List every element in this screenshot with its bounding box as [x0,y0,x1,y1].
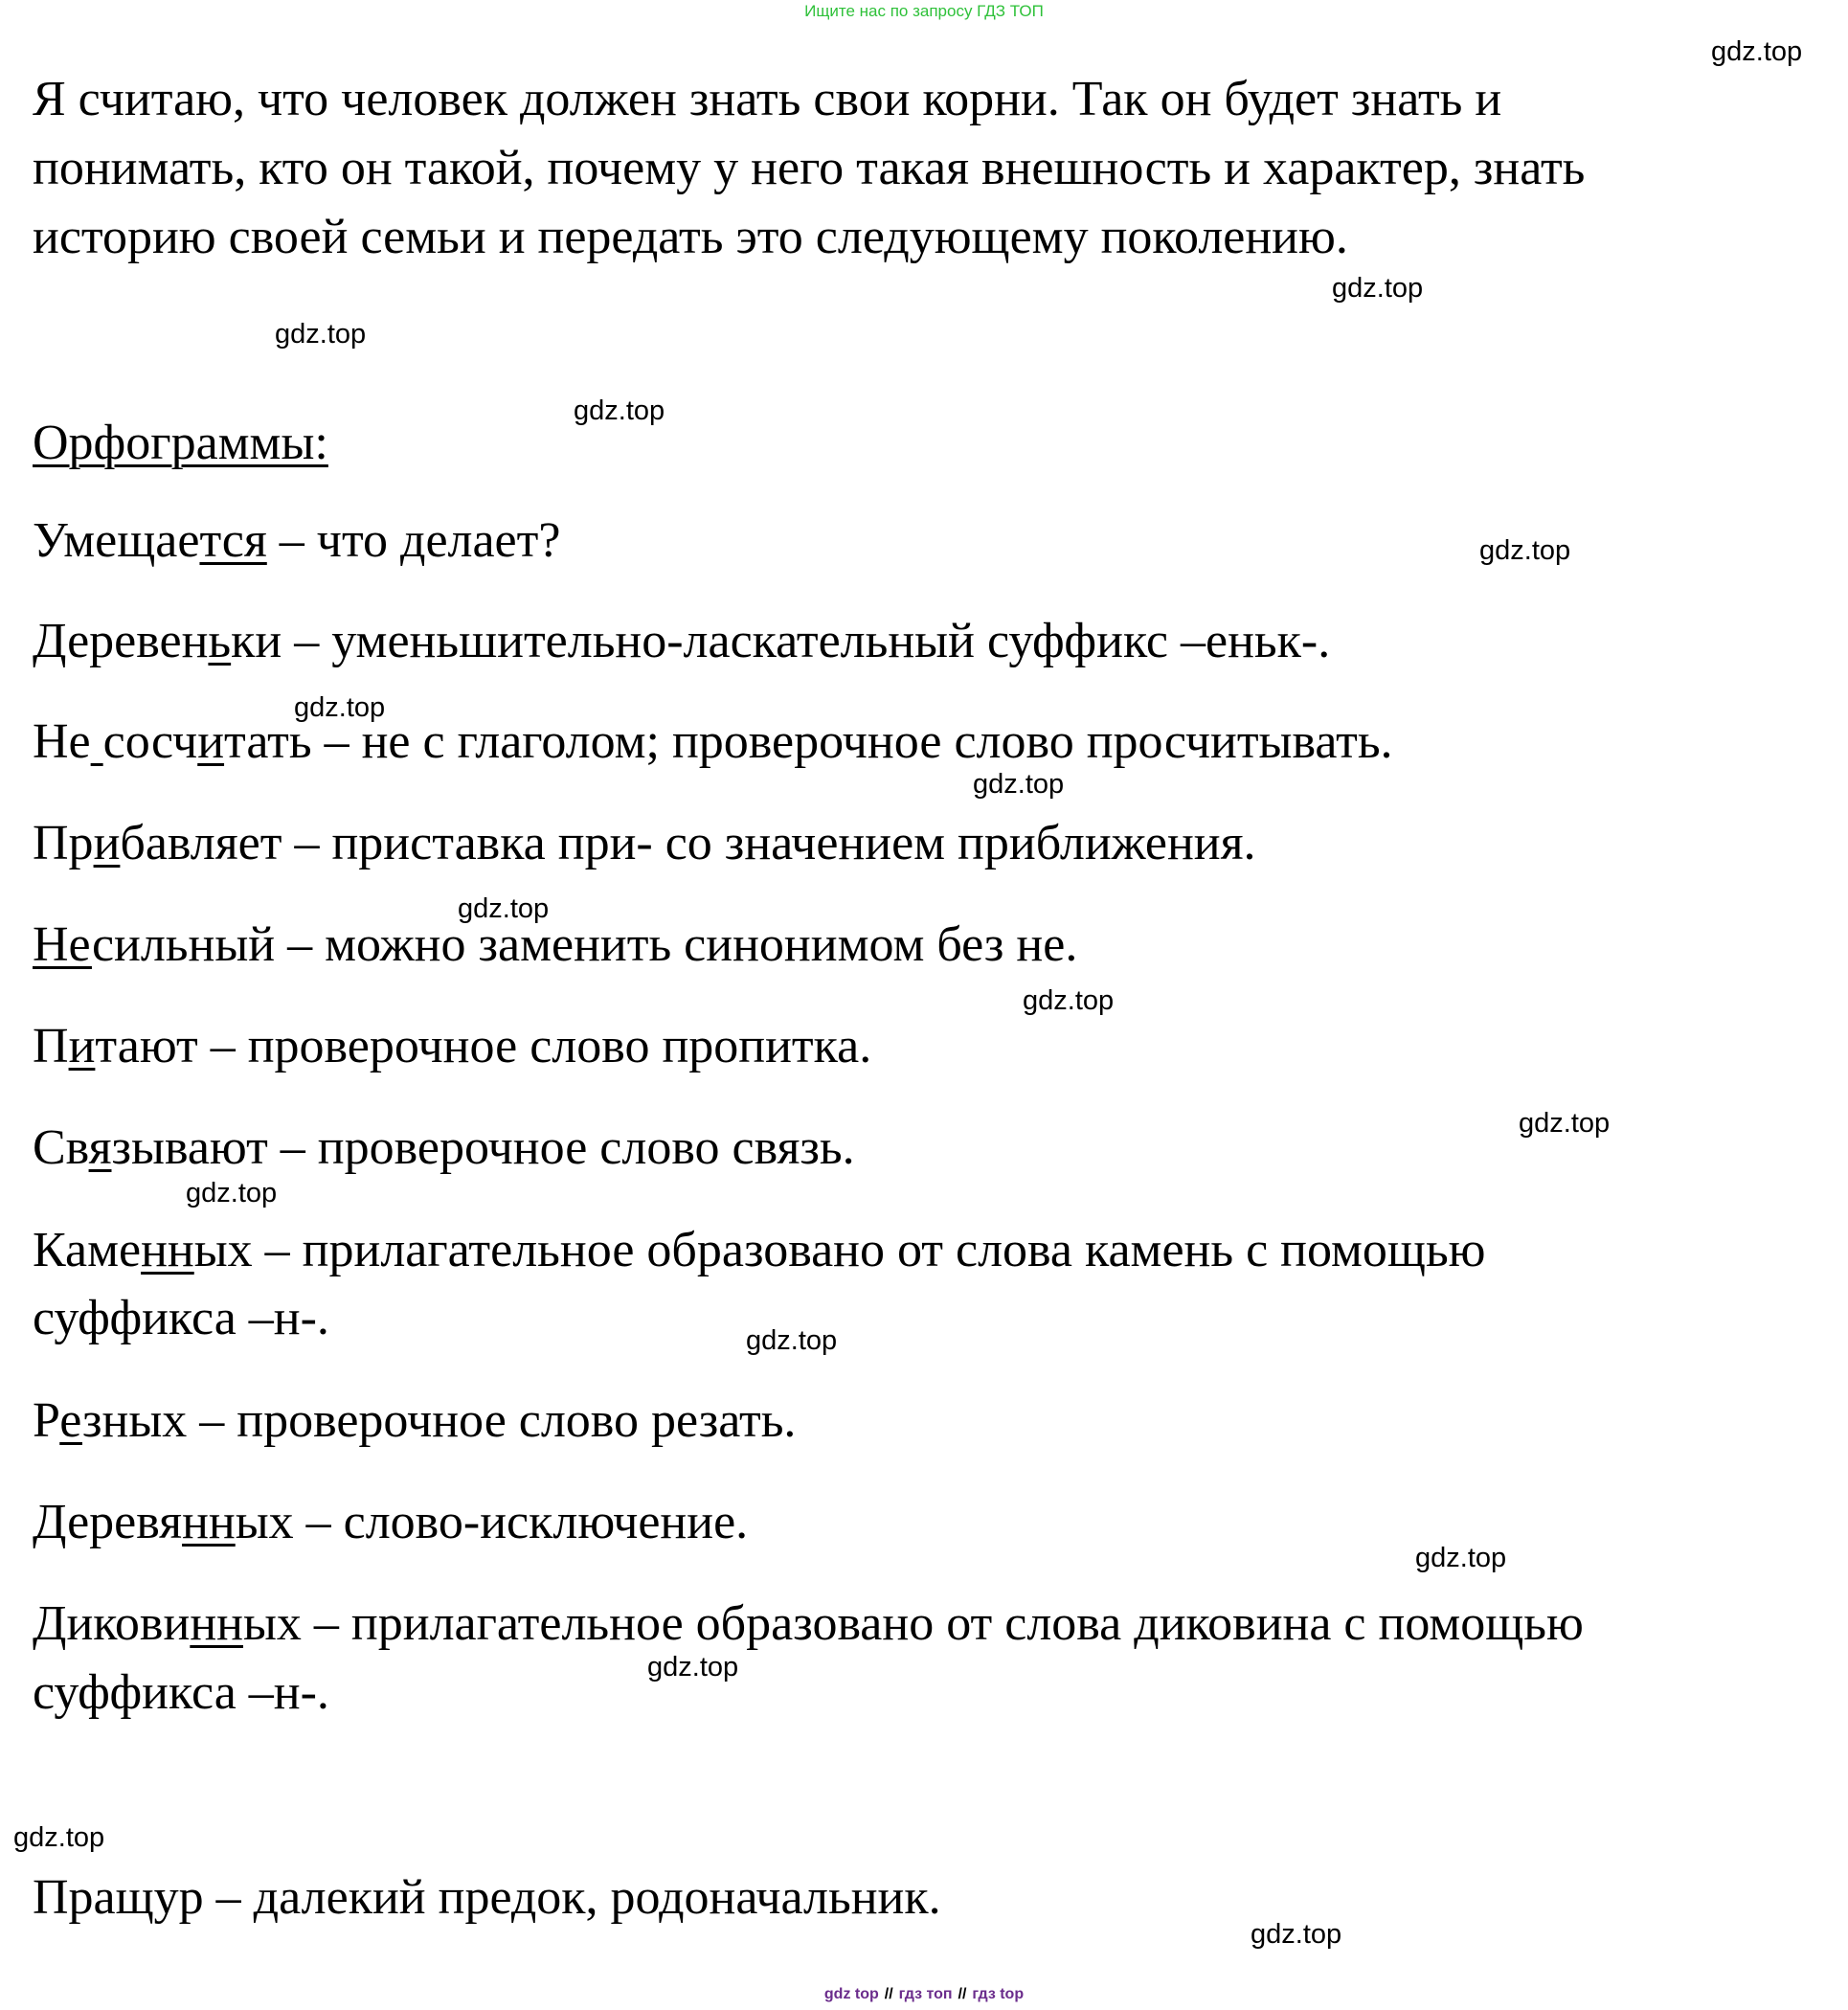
watermark: gdz.top [746,1325,838,1356]
section-heading: Орфограммы: [33,416,328,470]
watermark: gdz.top [275,319,367,350]
watermark: gdz.top [1332,273,1424,304]
entry-ne-soschitat: Не сосчитать – не с глаголом; проверочное слово просчитывать. [33,714,1393,769]
intro-line-2: понимать, кто он такой, почему у него такая внешность и характер, знать [33,141,1586,195]
watermark: gdz.top [13,1822,105,1853]
watermark: gdz.top [1711,36,1803,67]
watermark: gdz.top [1251,1919,1342,1950]
entry-dikovinnykh: Диковинных – прилагательное образовано от слова диковина с помощью [33,1596,1584,1651]
entry-umeshchaetsya: Умещается – что делает? [33,513,561,568]
watermark: gdz.top [574,395,665,426]
watermark: gdz.top [1519,1108,1611,1139]
watermark: gdz.top [1023,985,1115,1016]
entry-pribavlyaet: Прибавляет – приставка при- со значением приближения. [33,816,1256,870]
watermark: gdz.top [186,1178,278,1208]
entry-derevyannykh: Деревянных – слово-исключение. [33,1495,749,1549]
watermark: gdz.top [647,1652,739,1683]
entry-kamennykh: Каменных – прилагательное образовано от слова камень с помощью [33,1223,1486,1277]
entry-derevenki: Деревеньки – уменьшительно-ласкательный суффикс –еньк-. [33,614,1331,668]
entry-svyazyvayut: Связывают – проверочное слово связь. [33,1120,855,1175]
watermark: gdz.top [458,893,550,924]
bottom-banner: gdz top // гдз топ // гдз top [823,1986,1025,2002]
entry-nesilnyy: Несильный – можно заменить синонимом без не. [33,917,1078,972]
entry-reznykh: Резных – проверочное слово резать. [33,1393,797,1448]
watermark: gdz.top [973,769,1065,800]
intro-line-3: историю своей семьи и передать это следующему поколению. [33,210,1348,264]
intro-line-1: Я считаю, что человек должен знать свои корни. Так он будет знать и [33,72,1502,126]
entry-dikovinnykh-continuation: суффикса –н-. [33,1665,329,1720]
watermark: gdz.top [294,692,386,723]
entry-pitayut: Питают – проверочное слово пропитка. [33,1019,872,1073]
watermark: gdz.top [1415,1543,1507,1573]
entry-kamennykh-continuation: суффикса –н-. [33,1291,329,1345]
search-banner: Ищите нас по запросу ГДЗ ТОП [804,2,1044,20]
watermark: gdz.top [1479,535,1571,566]
entry-prashchur: Пращур – далекий предок, родоначальник. [33,1870,941,1925]
